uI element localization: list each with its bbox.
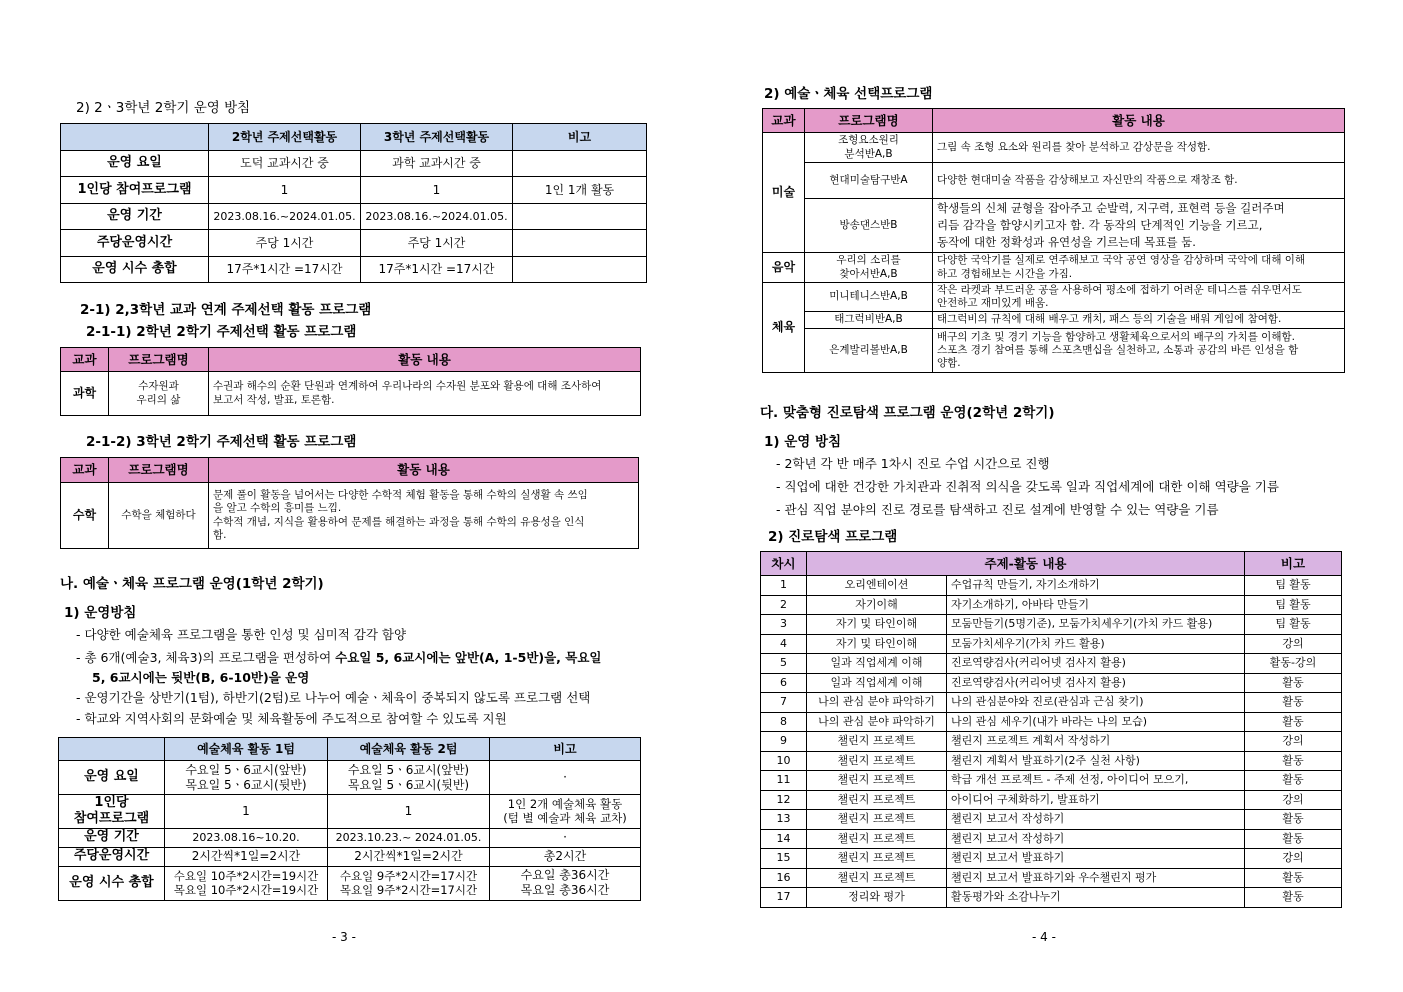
program-name-line: 조형요소원리 — [838, 134, 899, 147]
section-heading-na: 나. 예술ㆍ체육 프로그램 운영(1학년 2학기) — [60, 576, 324, 592]
section-heading-2-1-2: 2-1-2) 3학년 2학기 주제선택 활동 프로그램 — [86, 434, 357, 450]
table-row — [761, 888, 1342, 908]
bullet-text: - 총 6개(예술3, 체육3)의 프로그램을 편성하여 — [76, 650, 336, 665]
note-cell: 활동 — [1245, 693, 1342, 713]
session-cell: 15 — [761, 849, 807, 869]
activity-cell: 수업규칙 만들기, 자기소개하기 — [947, 576, 1245, 596]
content-line: 다양한 국악기를 실제로 연주해보고 국악 공연 영상을 감상하며 국악에 대해 이해 — [937, 254, 1306, 267]
table-row — [761, 868, 1342, 888]
note-cell: 활동 — [1245, 888, 1342, 908]
table-cell: 2023.08.16.~2024.01.05. — [209, 204, 361, 230]
note-cell: 활동 — [1245, 751, 1342, 771]
content-line: 양함. — [937, 357, 961, 370]
activity-cell: 챌린지 계획서 발표하기(2주 실천 사항) — [947, 751, 1245, 771]
note-cell: 강의 — [1245, 732, 1342, 752]
program-cell — [805, 253, 933, 283]
program-name-line: 분석반A,B — [844, 147, 893, 160]
cell-line: 목요일 총36시간 — [520, 883, 610, 897]
topic-cell: 나의 관심 분야 파악하기 — [807, 693, 947, 713]
grade3-program-table — [60, 457, 639, 549]
bullet-line: - 2학년 각 반 매주 1차시 진로 수업 시간으로 진행 — [776, 456, 1050, 471]
table-row — [761, 751, 1342, 771]
session-cell: 7 — [761, 693, 807, 713]
content-line: 동작에 대한 정확성과 유연성을 기르는데 목표를 둠. — [937, 235, 1196, 250]
header-subject: 교과 — [61, 348, 109, 372]
header-note: 비고 — [1245, 552, 1342, 576]
policy-table-grade-2-3 — [60, 123, 647, 283]
activity-cell: 아이디어 구체화하기, 발표하기 — [947, 790, 1245, 810]
topic-cell: 챌린지 프로젝트 — [807, 868, 947, 888]
session-cell: 6 — [761, 673, 807, 693]
program-name-line: 수자원과 — [138, 380, 179, 393]
table-row — [761, 712, 1342, 732]
table-row — [761, 849, 1342, 869]
bullet-bold: 수요일 5, 6교시에는 앞반(A, 1-5반)을, 목요일 — [335, 650, 602, 665]
header-program: 프로그램명 — [109, 458, 209, 483]
table-cell — [513, 230, 647, 257]
cell-line: (텀 별 예술과 체육 교차) — [503, 811, 627, 826]
table-cell: 2023.10.23.~ 2024.01.05. — [328, 828, 490, 847]
table-cell: 도덕 교과시간 중 — [209, 151, 361, 177]
section-heading-career-program: 2) 진로탐색 프로그램 — [768, 529, 898, 545]
table-cell: 1 — [361, 177, 513, 204]
activity-cell: 자기소개하기, 아바타 만들기 — [947, 595, 1245, 615]
section-heading-da: 다. 맞춤형 진로탐색 프로그램 운영(2학년 2학기) — [760, 405, 1055, 421]
row-label: 운영 기간 — [59, 828, 165, 847]
content-line: 리듬 감각을 함양시키고자 함. 각 동작의 단계적인 기능을 기르고, — [937, 217, 1263, 232]
note-cell: 활동-강의 — [1245, 654, 1342, 674]
content-line: 하고 경험해보는 시간을 가짐. — [937, 267, 1073, 280]
cell-line: 수요일 총36시간 — [520, 868, 610, 882]
topic-cell: 자기이해 — [807, 595, 947, 615]
row-label — [59, 795, 165, 829]
section-heading-2-1-1: 2-1-1) 2학년 2학기 주제선택 활동 프로그램 — [86, 324, 357, 340]
header-term2: 예술체육 활동 2텀 — [328, 738, 490, 761]
table-row — [761, 829, 1342, 849]
note-cell: 팀 활동 — [1245, 576, 1342, 596]
content-line: 수권과 해수의 순환 단원과 연계하여 우리나라의 수자원 분포와 활용에 대해 조사하여 — [213, 380, 602, 393]
note-cell: 활동 — [1245, 712, 1342, 732]
session-cell: 12 — [761, 790, 807, 810]
section-heading-2-3-policy: 2) 2ㆍ3학년 2학기 운영 방침 — [76, 100, 251, 116]
header-program: 프로그램명 — [805, 109, 933, 133]
session-cell: 5 — [761, 654, 807, 674]
career-program-table — [760, 551, 1342, 908]
subject-cell: 과학 — [61, 372, 109, 416]
row-label: 주당운영시간 — [61, 230, 209, 257]
topic-cell: 챌린지 프로젝트 — [807, 790, 947, 810]
page-4 — [702, 0, 1403, 992]
table-cell: 총2시간 — [490, 847, 641, 866]
program-name-line: 우리의 소리를 — [836, 254, 901, 267]
row-label: 운영 시수 총합 — [61, 257, 209, 283]
table-cell: 과학 교과시간 중 — [361, 151, 513, 177]
table-row — [761, 634, 1342, 654]
content-line: 스포츠 경기 참여를 통해 스포츠맨십을 실천하고, 소통과 공감의 바른 인성을 함 — [937, 343, 1299, 356]
program-name-line: 찾아서반A,B — [839, 267, 898, 280]
table-cell — [490, 866, 641, 900]
session-cell: 10 — [761, 751, 807, 771]
header-term1: 예술체육 활동 1텀 — [165, 738, 328, 761]
program-cell: 방송댄스반B — [805, 199, 933, 253]
header-program: 프로그램명 — [109, 348, 209, 372]
table-row — [761, 673, 1342, 693]
content-cell: 그림 속 조형 요소와 원리를 찾아 분석하고 감상문을 작성함. — [933, 133, 1345, 163]
topic-cell: 정리와 평가 — [807, 888, 947, 908]
bullet-line: - 직업에 대한 건강한 가치관과 진취적 의식을 갖도록 일과 직업세계에 대한 이해 역량을 기름 — [776, 479, 1279, 494]
topic-cell: 자기 및 타인이해 — [807, 615, 947, 635]
table-cell — [513, 257, 647, 283]
content-cell: 다양한 현대미술 작품을 감상해보고 자신만의 작품으로 재창조 함. — [933, 163, 1345, 199]
table-row — [761, 595, 1342, 615]
table-cell: · — [490, 761, 641, 795]
session-cell: 3 — [761, 615, 807, 635]
table-cell — [513, 151, 647, 177]
table-row — [761, 810, 1342, 830]
table-cell — [165, 761, 328, 795]
table-cell: 17주*1시간 =17시간 — [209, 257, 361, 283]
program-cell: 미니테니스반A,B — [805, 283, 933, 312]
activity-cell: 진로역량검사(커리어넷 검사지 활용) — [947, 654, 1245, 674]
bullet-line: - 운영기간을 상반기(1텀), 하반기(2텀)로 나누어 예술ㆍ체육이 중복되지 않도록 프로그램 선택 — [76, 690, 591, 705]
cell-line: 목요일 9주*2시간=17시간 — [339, 883, 478, 897]
row-label: 운영 요일 — [61, 151, 209, 177]
content-cell — [933, 253, 1345, 283]
table-cell — [513, 204, 647, 230]
header-grade2: 2학년 주제선택활동 — [209, 124, 361, 151]
note-cell: 강의 — [1245, 634, 1342, 654]
cell-line: 목요일 10주*2시간=19시간 — [173, 883, 319, 897]
table-cell: 주당 1시간 — [209, 230, 361, 257]
activity-cell: 챌린지 프로젝트 계획서 작성하기 — [947, 732, 1245, 752]
section-heading-policy: 1) 운영 방침 — [764, 434, 842, 450]
table-cell: 17주*1시간 =17시간 — [361, 257, 513, 283]
cell-line: 참여프로그램 — [73, 811, 150, 827]
table-cell — [490, 795, 641, 829]
subject-music: 음악 — [763, 253, 805, 283]
header-blank — [61, 124, 209, 151]
arts-pe-policy-table — [58, 737, 641, 901]
topic-cell: 자기 및 타인이해 — [807, 634, 947, 654]
table-cell: 2시간씩*1일=2시간 — [328, 847, 490, 866]
program-cell: 태그럭비반A,B — [805, 312, 933, 329]
bullet-continuation: 5, 6교시에는 뒷반(B, 6-10반)을 운영 — [92, 670, 310, 685]
table-row — [761, 790, 1342, 810]
table-row — [761, 771, 1342, 791]
note-cell: 팀 활동 — [1245, 615, 1342, 635]
bullet-line — [76, 648, 602, 666]
activity-cell: 챌린지 보고서 발표하기와 우수챌린지 평가 — [947, 868, 1245, 888]
session-cell: 16 — [761, 868, 807, 888]
note-cell: 활동 — [1245, 829, 1342, 849]
table-row — [761, 576, 1342, 596]
topic-cell: 챌린지 프로젝트 — [807, 751, 947, 771]
header-subject: 교과 — [763, 109, 805, 133]
content-line: 함. — [213, 528, 227, 541]
session-cell: 9 — [761, 732, 807, 752]
row-label: 운영 기간 — [61, 204, 209, 230]
topic-cell: 챌린지 프로젝트 — [807, 732, 947, 752]
note-cell: 활동 — [1245, 771, 1342, 791]
table-row — [761, 615, 1342, 635]
topic-cell: 일과 직업세계 이해 — [807, 654, 947, 674]
activity-cell: 챌린지 보고서 발표하기 — [947, 849, 1245, 869]
table-cell — [328, 761, 490, 795]
note-cell: 활동 — [1245, 673, 1342, 693]
cell-line: 수요일 10주*2시간=19시간 — [173, 868, 319, 883]
session-cell: 8 — [761, 712, 807, 732]
cell-line: 목요일 5ㆍ6교시(뒷반) — [347, 777, 470, 792]
topic-cell: 챌린지 프로젝트 — [807, 829, 947, 849]
table-cell — [328, 866, 490, 900]
session-cell: 14 — [761, 829, 807, 849]
table-row — [761, 732, 1342, 752]
content-line: 안전하고 재미있게 배움. — [937, 297, 1049, 309]
cell-line: 1인당 — [94, 795, 129, 810]
table-cell: 2023.08.16~10.20. — [165, 828, 328, 847]
table-cell: 1 — [209, 177, 361, 204]
header-blank — [59, 738, 165, 761]
subject-cell: 수학 — [61, 483, 109, 549]
topic-cell: 나의 관심 분야 파악하기 — [807, 712, 947, 732]
note-cell: 강의 — [1245, 849, 1342, 869]
bullet-line: - 학교와 지역사회의 문화예술 및 체육활동에 주도적으로 참여할 수 있도록 지원 — [76, 711, 507, 726]
program-cell: 현대미술탐구반A — [805, 163, 933, 199]
header-topic: 주제-활동 내용 — [807, 552, 1245, 576]
activity-cell: 모둠가치세우기(가치 카드 활용) — [947, 634, 1245, 654]
bullet-line: - 관심 직업 분야의 진로 경로를 탐색하고 진로 설계에 반영할 수 있는 역량을 기름 — [776, 502, 1219, 517]
row-label: 주당운영시간 — [59, 847, 165, 866]
bullet-line: - 다양한 예술체육 프로그램을 통한 인성 및 심미적 감각 함양 — [76, 627, 407, 642]
session-cell: 11 — [761, 771, 807, 791]
table-cell: 주당 1시간 — [361, 230, 513, 257]
header-content: 활동 내용 — [933, 109, 1345, 133]
table-cell: 2시간씩*1일=2시간 — [165, 847, 328, 866]
content-line: 보고서 작성, 발표, 토론함. — [213, 393, 335, 406]
grade2-program-table — [60, 347, 641, 416]
cell-line: 1인 2개 예술체육 활동 — [507, 796, 623, 811]
cell-line: 목요일 5ㆍ6교시(뒷반) — [185, 777, 307, 792]
session-cell: 1 — [761, 576, 807, 596]
row-label: 운영 시수 총합 — [59, 866, 165, 900]
subject-pe: 체육 — [763, 283, 805, 373]
header-note: 비고 — [490, 738, 641, 761]
content-line: 학생들의 신체 균형을 잡아주고 순발력, 지구력, 표현력 등을 길러주며 — [937, 200, 1285, 215]
section-heading-2-1: 2-1) 2,3학년 교과 연계 주제선택 활동 프로그램 — [80, 302, 372, 318]
note-cell: 강의 — [1245, 790, 1342, 810]
content-cell — [209, 372, 641, 416]
arts-pe-program-table — [762, 108, 1345, 373]
section-heading-policy: 1) 운영방침 — [64, 605, 137, 621]
content-line: 작은 라켓과 부드러운 공을 사용하여 평소에 접하기 어려운 테니스를 쉬우면서도 — [937, 283, 1302, 296]
activity-cell: 학급 개선 프로젝트 - 주제 선정, 아이디어 모으기, — [947, 771, 1245, 791]
row-label: 1인당 참여프로그램 — [61, 177, 209, 204]
subject-art: 미술 — [763, 133, 805, 253]
table-row — [761, 693, 1342, 713]
row-label: 운영 요일 — [59, 761, 165, 795]
topic-cell: 챌린지 프로젝트 — [807, 771, 947, 791]
header-content: 활동 내용 — [209, 348, 641, 372]
header-content: 활동 내용 — [209, 458, 639, 483]
table-cell: 1 — [328, 795, 490, 829]
activity-cell: 모둠만들기(5명기준), 모둠가치세우기(가치 카드 활용) — [947, 615, 1245, 635]
note-cell: 팀 활동 — [1245, 595, 1342, 615]
topic-cell: 일과 직업세계 이해 — [807, 673, 947, 693]
program-cell: 수학을 체험하다 — [109, 483, 209, 549]
content-line: 배구의 기초 및 경기 기능을 함양하고 생활체육으로서의 배구의 가치를 이해함. — [937, 330, 1295, 343]
session-cell: 17 — [761, 888, 807, 908]
header-subject: 교과 — [61, 458, 109, 483]
table-cell: 1 — [165, 795, 328, 829]
content-cell — [933, 329, 1345, 373]
topic-cell: 오리엔테이션 — [807, 576, 947, 596]
topic-cell: 챌린지 프로젝트 — [807, 849, 947, 869]
table-cell: 2023.08.16.~2024.01.05. — [361, 204, 513, 230]
page-number: - 3 - — [332, 930, 356, 944]
cell-line: 수요일 5ㆍ6교시(앞반) — [347, 762, 470, 777]
section-heading-arts-pe-programs: 2) 예술ㆍ체육 선택프로그램 — [764, 86, 933, 102]
program-cell: 은계발리볼반A,B — [805, 329, 933, 373]
page-number: - 4 - — [1032, 930, 1056, 944]
activity-cell: 활동평가와 소감나누기 — [947, 888, 1245, 908]
session-cell: 2 — [761, 595, 807, 615]
activity-cell: 챌린지 보고서 작성하기 — [947, 810, 1245, 830]
topic-cell: 챌린지 프로젝트 — [807, 810, 947, 830]
activity-cell: 나의 관심분야와 진로(관심과 근심 찾기) — [947, 693, 1245, 713]
content-line: 문제 풀이 활동을 넘어서는 다양한 수학적 체험 활동을 통해 수학의 실생활 속 쓰임 — [213, 489, 588, 502]
header-session: 차시 — [761, 552, 807, 576]
table-cell: · — [490, 828, 641, 847]
content-cell — [209, 483, 639, 549]
content-cell — [933, 199, 1345, 253]
session-cell: 13 — [761, 810, 807, 830]
cell-line: 수요일 5ㆍ6교시(앞반) — [185, 762, 307, 777]
content-line: 수학적 개념, 지식을 활용하여 문제를 해결하는 과정을 통해 수학의 유용성을 인식 — [213, 515, 585, 528]
table-row — [761, 654, 1342, 674]
table-cell: 1인 1개 활동 — [513, 177, 647, 204]
activity-cell: 챌린지 보고서 작성하기 — [947, 829, 1245, 849]
content-cell: 태그럭비의 규칙에 대해 배우고 캐치, 패스 등의 기술을 배워 게임에 참여함. — [933, 312, 1345, 329]
note-cell: 활동 — [1245, 868, 1342, 888]
note-cell: 활동 — [1245, 810, 1342, 830]
program-cell — [805, 133, 933, 163]
content-cell — [933, 283, 1345, 312]
program-name-line: 우리의 삶 — [136, 393, 181, 406]
activity-cell: 나의 관심 세우기(내가 바라는 나의 모습) — [947, 712, 1245, 732]
activity-cell: 진로역량검사(커리어넷 검사지 활용) — [947, 673, 1245, 693]
session-cell: 4 — [761, 634, 807, 654]
cell-line: 수요일 9주*2시간=17시간 — [339, 868, 478, 883]
table-cell — [165, 866, 328, 900]
program-cell — [109, 372, 209, 416]
content-line: 을 알고 수학의 흥미를 느낌. — [213, 502, 342, 515]
page-3 — [0, 0, 700, 992]
header-note: 비고 — [513, 124, 647, 151]
header-grade3: 3학년 주제선택활동 — [361, 124, 513, 151]
